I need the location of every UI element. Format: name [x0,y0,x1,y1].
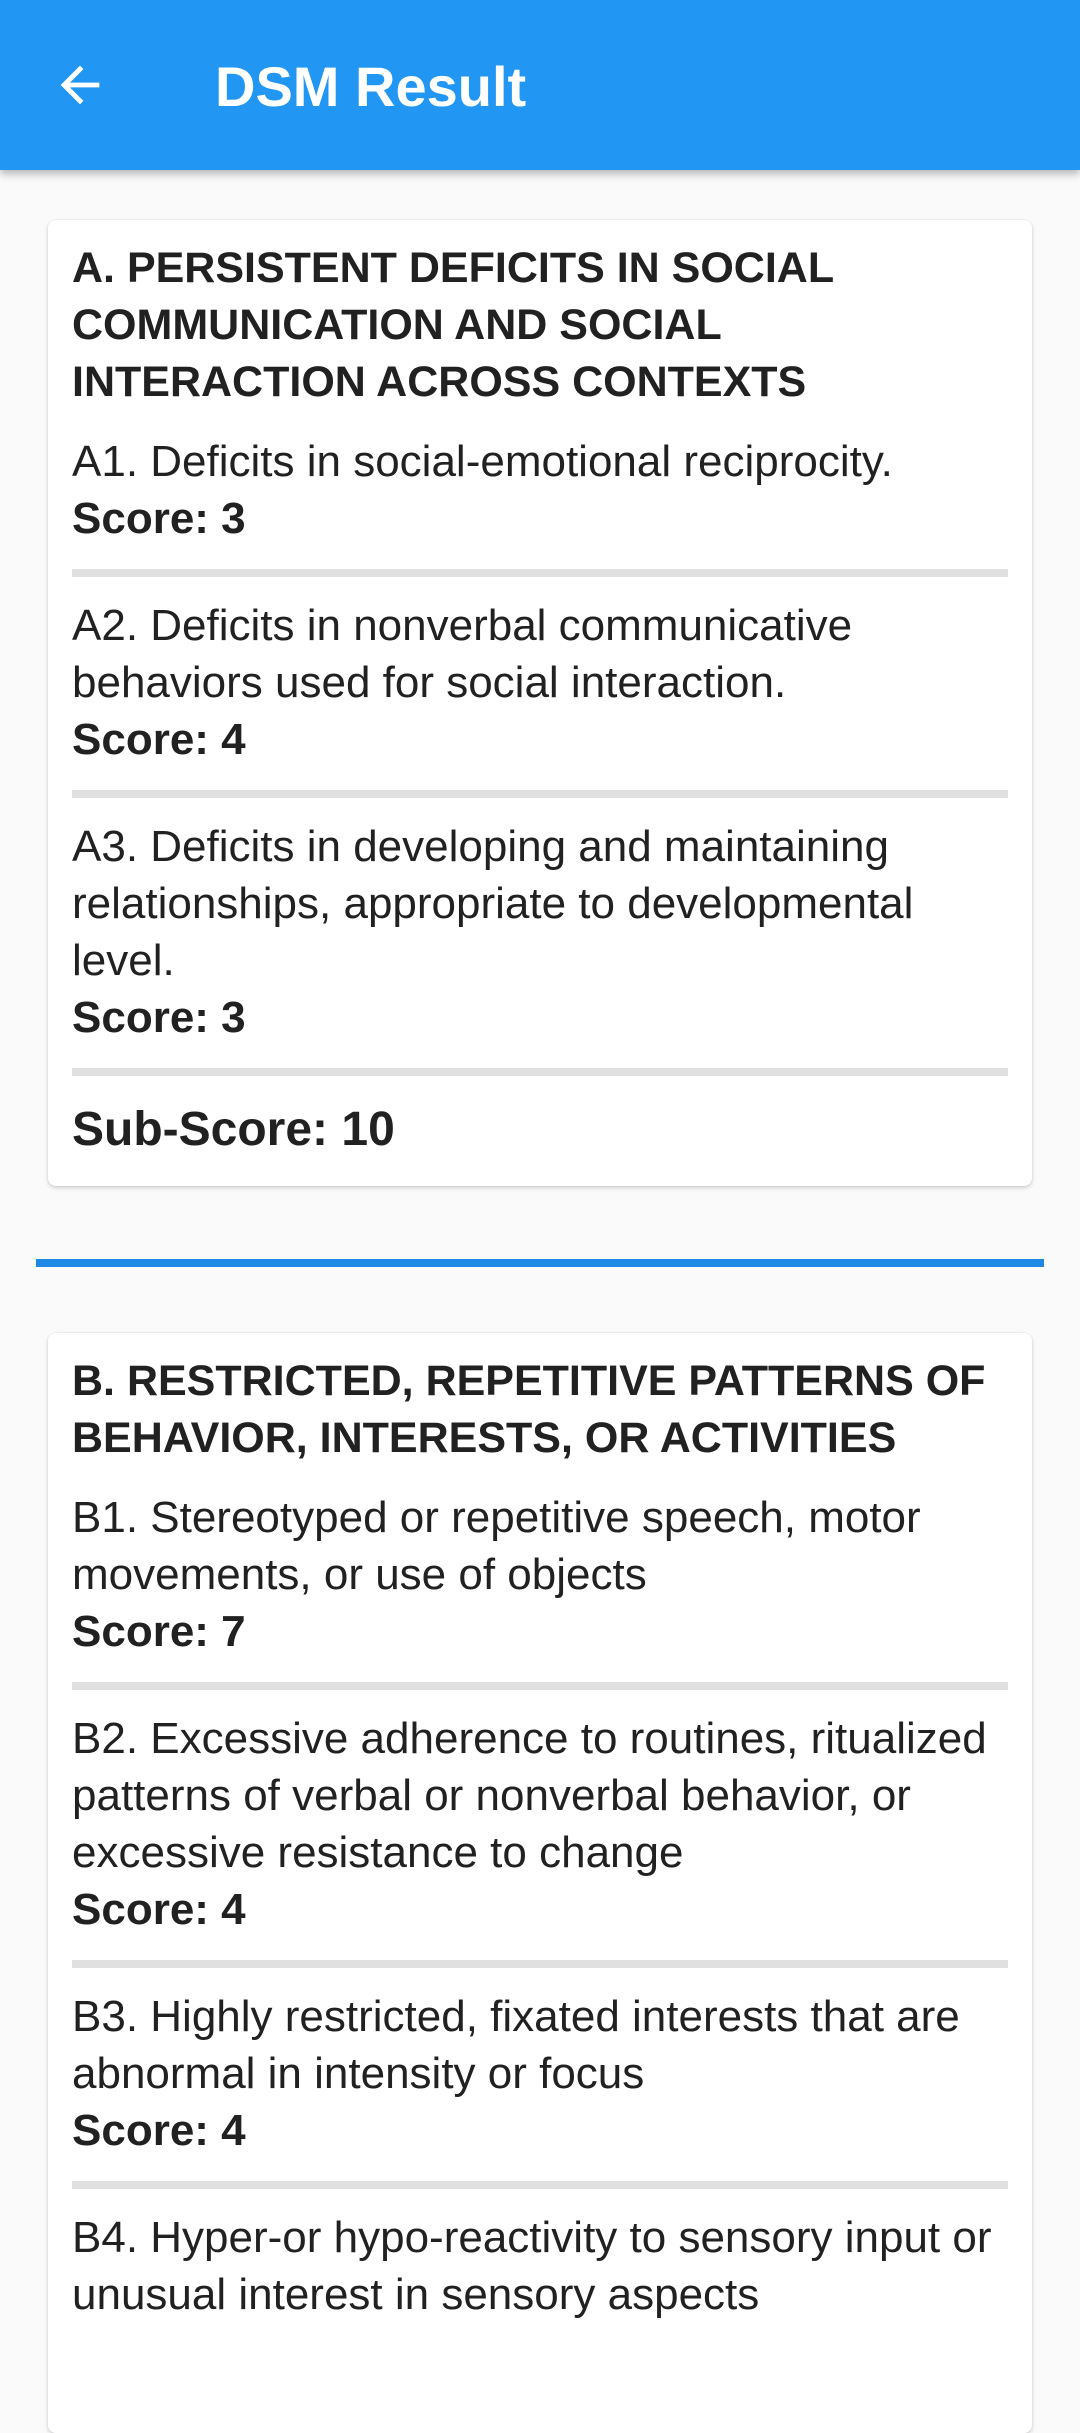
criterion-b2 [72,1710,1008,1968]
criterion-b1 [72,1489,1008,1690]
criterion-score: Score: 4 [72,715,246,764]
criterion-text: A2. Deficits in nonverbal communicative behaviors used for social interaction. [72,601,853,707]
result-scroll-view[interactable] [0,170,1080,2319]
criterion-score: Score: 4 [72,1885,246,1934]
criterion-b3 [72,1988,1008,2189]
section-b-heading: B. RESTRICTED, REPETITIVE PATTERNS OF BEHAVIOR, INTERESTS, OR ACTIVITIES [72,1357,986,1462]
section-a-card [48,220,1032,1186]
section-b-card [48,1333,1032,2433]
section-a-heading: A. PERSISTENT DEFICITS IN SOCIAL COMMUNICATION AND SOCIAL INTERACTION ACROSS CONTEXTS [72,244,834,406]
criterion-text: B4. Hyper-or hypo-reactivity to sensory input or unusual interest in sensory aspects [72,2213,992,2319]
criterion-text: A3. Deficits in developing and maintaining relationships, appropriate to developmental level. [72,822,914,985]
criterion-score: Score: 3 [72,993,246,1042]
criterion-text: B2. Excessive adherence to routines, ritualized patterns of verbal or nonverbal behavior, or excessive resistance to change [72,1714,987,1877]
arrow-left-icon [51,56,109,114]
back-button[interactable] [40,45,120,125]
criterion-score: Score: 7 [72,1607,246,1656]
criterion-text: A1. Deficits in social-emotional reciprocity. [72,437,893,486]
section-a-subscore: Sub-Score: 10 [72,1103,395,1156]
criterion-text: B1. Stereotyped or repetitive speech, motor movements, or use of objects [72,1493,921,1599]
criterion-score: Score: 4 [72,2106,246,2155]
criterion-a1 [72,433,1008,577]
criterion-score: Score: 3 [72,494,246,543]
criterion-b4 [72,2209,1008,2345]
criterion-a3 [72,818,1008,1076]
app-bar [0,0,1080,170]
criterion-text: B3. Highly restricted, fixated interests that are abnormal in intensity or focus [72,1992,960,2098]
criterion-a2 [72,597,1008,798]
section-divider [36,1259,1044,1267]
page-title: DSM Result [215,55,527,118]
